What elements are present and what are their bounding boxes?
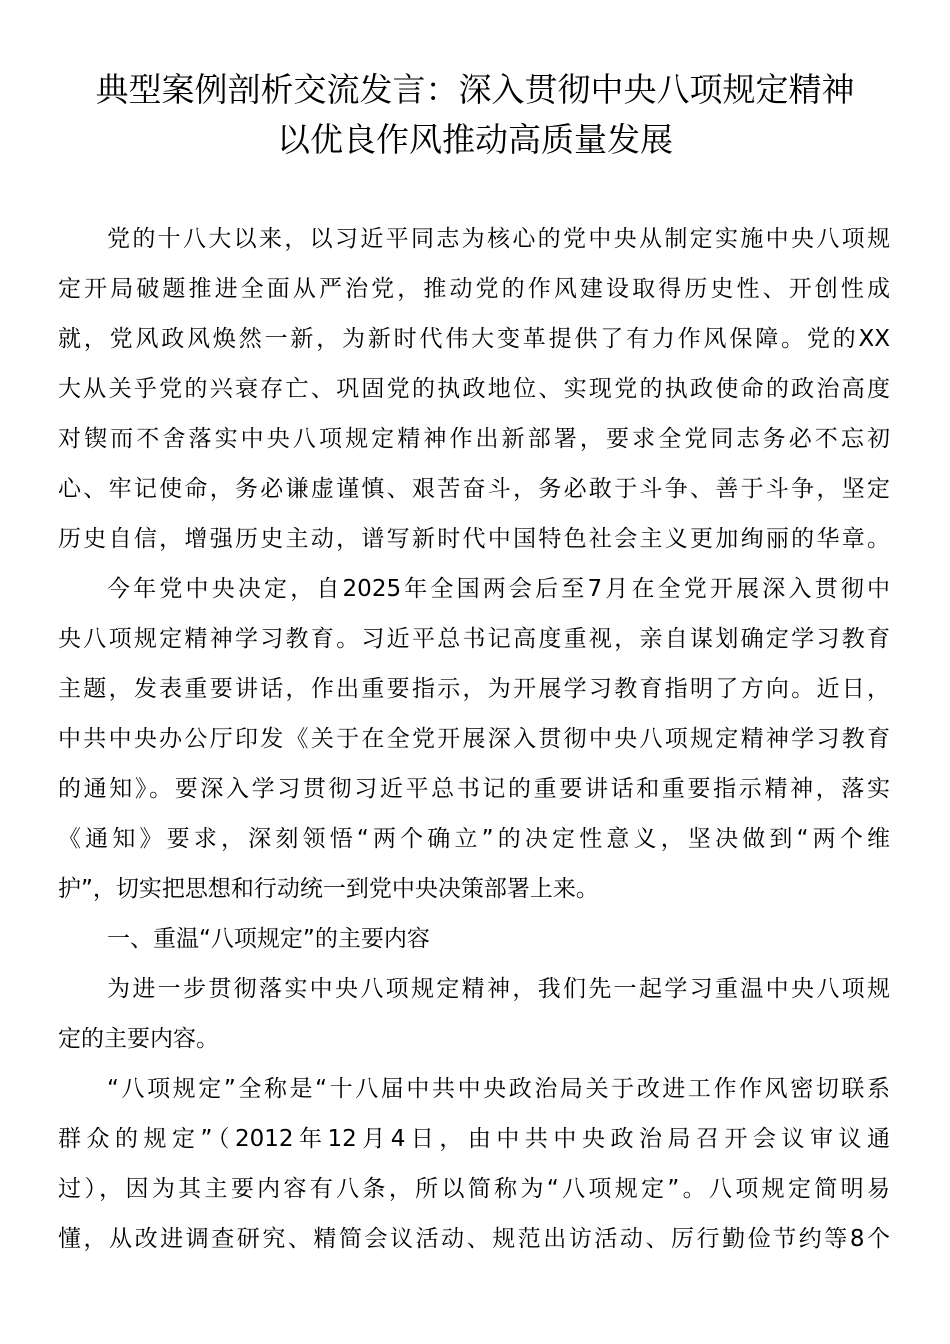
body-line: “八项规定”全称是“十八届中共中央政治局关于改进工作作风密切联系 [107, 1076, 890, 1102]
body-line: 定的主要内容。 [58, 1026, 219, 1052]
body-line: 党的十八大以来，以习近平同志为核心的党中央从制定实施中央八项规 [107, 226, 890, 252]
body-line: 大从关乎党的兴衰存亡、巩固党的执政地位、实现党的执政使命的政治高度 [58, 376, 890, 402]
body-line: 《通知》要求，深刻领悟“两个确立”的决定性意义，坚决做到“两个维 [58, 826, 890, 852]
body-line: 央八项规定精神学习教育。习近平总书记高度重视，亲自谋划确定学习教育 [58, 626, 890, 652]
body-line: 的通知》。要深入学习贯彻习近平总书记的重要讲话和重要指示精神，落实 [58, 776, 890, 802]
body-line: 就，党风政风焕然一新，为新时代伟大变革提供了有力作风保障。党的XX [58, 326, 890, 352]
body-line: 对锲而不舍落实中央八项规定精神作出新部署，要求全党同志务必不忘初 [58, 426, 890, 452]
body-line: 定开局破题推进全面从严治党，推动党的作风建设取得历史性、开创性成 [58, 276, 890, 302]
section-heading: 一、重温“八项规定”的主要内容 [107, 926, 430, 952]
document-body [58, 214, 890, 1264]
body-line: 过），因为其主要内容有八条，所以简称为“八项规定”。八项规定简明易 [58, 1176, 890, 1202]
body-line: 护”，切实把思想和行动统一到党中央决策部署上来。 [58, 876, 599, 902]
body-line: 懂，从改进调查研究、精简会议活动、规范出访活动、厉行勤俭节约等8个 [58, 1226, 890, 1252]
document-title-line-1: 典型案例剖析交流发言：深入贯彻中央八项规定精神 [95, 70, 855, 109]
document-title-line-2: 以优良作风推动高质量发展 [277, 120, 673, 159]
body-line: 为进一步贯彻落实中央八项规定精神，我们先一起学习重温中央八项规 [107, 976, 890, 1002]
body-line: 群众的规定”（2012年12月4日，由中共中央政治局召开会议审议通 [58, 1126, 890, 1152]
body-line: 心、牢记使命，务必谦虚谨慎、艰苦奋斗，务必敢于斗争、善于斗争，坚定 [58, 476, 890, 502]
body-line: 主题，发表重要讲话，作出重要指示，为开展学习教育指明了方向。近日， [58, 676, 890, 702]
body-line: 中共中央办公厅印发《关于在全党开展深入贯彻中央八项规定精神学习教育 [58, 726, 890, 752]
body-line: 历史自信，增强历史主动，谱写新时代中国特色社会主义更加绚丽的华章。 [58, 526, 890, 552]
body-line: 今年党中央决定，自2025年全国两会后至7月在全党开展深入贯彻中 [107, 576, 890, 602]
